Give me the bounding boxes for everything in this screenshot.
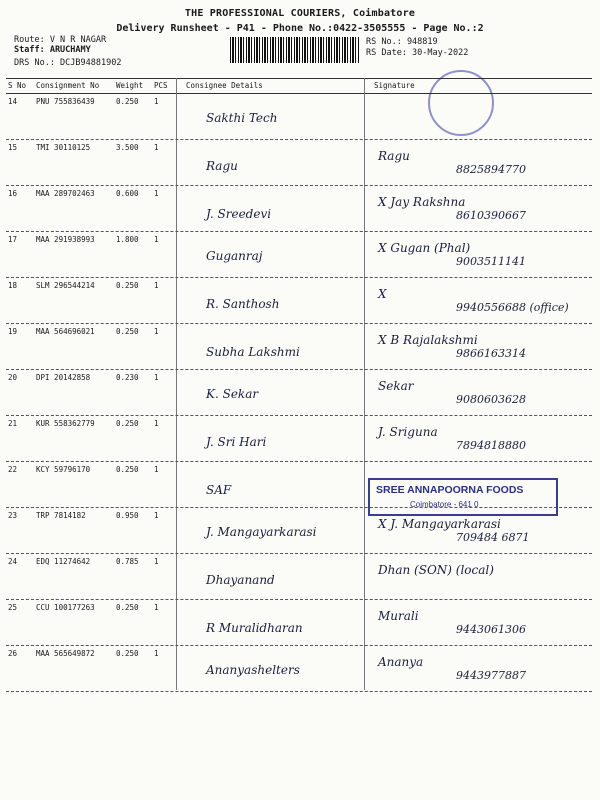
table-row [6, 645, 592, 692]
row-consignment-no: SLM 296544214 [36, 281, 95, 290]
row-pcs: 1 [154, 419, 159, 428]
row-pcs: 1 [154, 97, 159, 106]
row-signature: Sekar [378, 379, 414, 393]
row-consignee: J. Sreedevi [206, 207, 272, 221]
row-consignee: Subha Lakshmi [206, 345, 300, 359]
row-sno: 18 [8, 281, 18, 290]
row-consignment-no: MAA 291938993 [36, 235, 95, 244]
row-pcs: 1 [154, 557, 159, 566]
row-consignee: J. Mangayarkarasi [206, 525, 317, 539]
row-consignment-no: KUR 558362779 [36, 419, 95, 428]
row-consignment-no: CCU 100177263 [36, 603, 95, 612]
table-row [6, 415, 592, 462]
route-label: Route: V N R NAGAR [14, 35, 107, 45]
barcode [230, 37, 360, 63]
row-phone: 709484 6871 [456, 531, 530, 544]
row-consignee: Ragu [206, 159, 238, 173]
drs-number: DRS No.: DCJB94881902 [14, 58, 122, 68]
row-sno: 23 [8, 511, 18, 520]
row-phone: 9003511141 [456, 255, 526, 268]
row-phone: 9080603628 [456, 393, 526, 406]
row-phone: 9443977887 [456, 669, 526, 682]
row-weight: 3.500 [116, 143, 139, 152]
table-row [6, 139, 592, 186]
row-consignee: R. Santhosh [206, 297, 280, 311]
row-pcs: 1 [154, 373, 159, 382]
row-weight: 0.250 [116, 419, 139, 428]
row-pcs: 1 [154, 235, 159, 244]
row-weight: 0.600 [116, 189, 139, 198]
col-consignment: Consignment No [36, 81, 100, 90]
row-consignment-no: MAA 565649872 [36, 649, 95, 658]
row-pcs: 1 [154, 189, 159, 198]
row-sno: 22 [8, 465, 18, 474]
row-consignee: Dhayanand [206, 573, 275, 587]
table-row [6, 277, 592, 324]
row-consignment-no: MAA 564696021 [36, 327, 95, 336]
row-pcs: 1 [154, 281, 159, 290]
row-weight: 0.250 [116, 97, 139, 106]
row-consignee: J. Sri Hari [206, 435, 267, 449]
col-weight: Weight [116, 81, 144, 90]
table-row [6, 93, 592, 140]
table-header [6, 78, 592, 94]
row-sno: 15 [8, 143, 18, 152]
row-weight: 0.250 [116, 327, 139, 336]
col-signature: Signature [374, 81, 415, 90]
row-consignment-no: MAA 289702463 [36, 189, 95, 198]
row-phone: 7894818880 [456, 439, 526, 452]
row-pcs: 1 [154, 603, 159, 612]
row-pcs: 1 [154, 327, 159, 336]
row-phone: 8825894770 [456, 163, 526, 176]
row-phone: 9443061306 [456, 623, 526, 636]
row-signature: J. Sriguna [378, 425, 438, 439]
row-signature: Dhan (SON) (local) [378, 563, 494, 577]
row-weight: 0.785 [116, 557, 139, 566]
runsheet-subtitle: Delivery Runsheet - P41 - Phone No.:0422-3505555 - Page No.:2 [116, 23, 484, 34]
row-signature: X Jay Rakshna [378, 195, 466, 209]
row-sno: 16 [8, 189, 18, 198]
row-consignee: Ananyashelters [206, 663, 300, 677]
col-consignee: Consignee Details [186, 81, 263, 90]
row-consignee: K. Sekar [206, 387, 259, 401]
row-signature: Ragu [378, 149, 410, 163]
table-row [6, 369, 592, 416]
row-weight: 0.250 [116, 603, 139, 612]
row-signature: X J. Mangayarkarasi [378, 517, 501, 531]
table-row [6, 323, 592, 370]
row-consignment-no: TMI 30110125 [36, 143, 91, 152]
row-consignee: Sakthi Tech [206, 111, 278, 125]
rs-date: RS Date: 30-May-2022 [366, 48, 469, 58]
stamp-line2: Coimbatore - 641 0 [410, 500, 479, 509]
row-weight: 0.950 [116, 511, 139, 520]
table-row [6, 553, 592, 600]
col-sno: S No [8, 81, 27, 90]
row-phone: 9866163314 [456, 347, 526, 360]
table-row [6, 599, 592, 646]
row-signature: X [378, 287, 387, 301]
row-consignment-no: KCY 59796170 [36, 465, 91, 474]
row-consignee: SAF [206, 483, 232, 497]
row-consignment-no: TRP 7814182 [36, 511, 86, 520]
row-pcs: 1 [154, 465, 159, 474]
row-weight: 1.800 [116, 235, 139, 244]
company-stamp [368, 478, 558, 516]
row-pcs: 1 [154, 649, 159, 658]
row-pcs: 1 [154, 511, 159, 520]
row-signature: Ananya [378, 655, 424, 669]
staff-label: Staff: ARUCHAMY [14, 45, 91, 55]
row-weight: 0.250 [116, 649, 139, 658]
stamp-line1: SREE ANNAPOORNA FOODS [376, 484, 524, 496]
row-consignment-no: PNU 755836439 [36, 97, 95, 106]
row-sno: 19 [8, 327, 18, 336]
row-consignment-no: EDQ 11274642 [36, 557, 91, 566]
row-consignee: Guganraj [206, 249, 263, 263]
row-signature: X B Rajalakshmi [378, 333, 478, 347]
row-phone: 8610390667 [456, 209, 526, 222]
row-weight: 0.230 [116, 373, 139, 382]
row-phone: 9940556688 (office) [456, 301, 569, 314]
row-weight: 0.250 [116, 465, 139, 474]
row-sno: 20 [8, 373, 18, 382]
row-pcs: 1 [154, 143, 159, 152]
row-sno: 24 [8, 557, 18, 566]
row-weight: 0.250 [116, 281, 139, 290]
row-signature: Murali [378, 609, 419, 623]
row-sno: 17 [8, 235, 18, 244]
table-row [6, 185, 592, 232]
col-pcs: PCS [154, 81, 168, 90]
row-sno: 21 [8, 419, 18, 428]
table-row [6, 231, 592, 278]
row-consignment-no: DPI 20142858 [36, 373, 91, 382]
document-title: THE PROFESSIONAL COURIERS, Coimbatore [184, 8, 416, 19]
row-signature: X Gugan (Phal) [378, 241, 471, 255]
row-sno: 25 [8, 603, 18, 612]
row-sno: 14 [8, 97, 18, 106]
rs-number: RS No.: 948819 [366, 37, 438, 47]
row-consignee: R Muralidharan [206, 621, 303, 635]
row-sno: 26 [8, 649, 18, 658]
